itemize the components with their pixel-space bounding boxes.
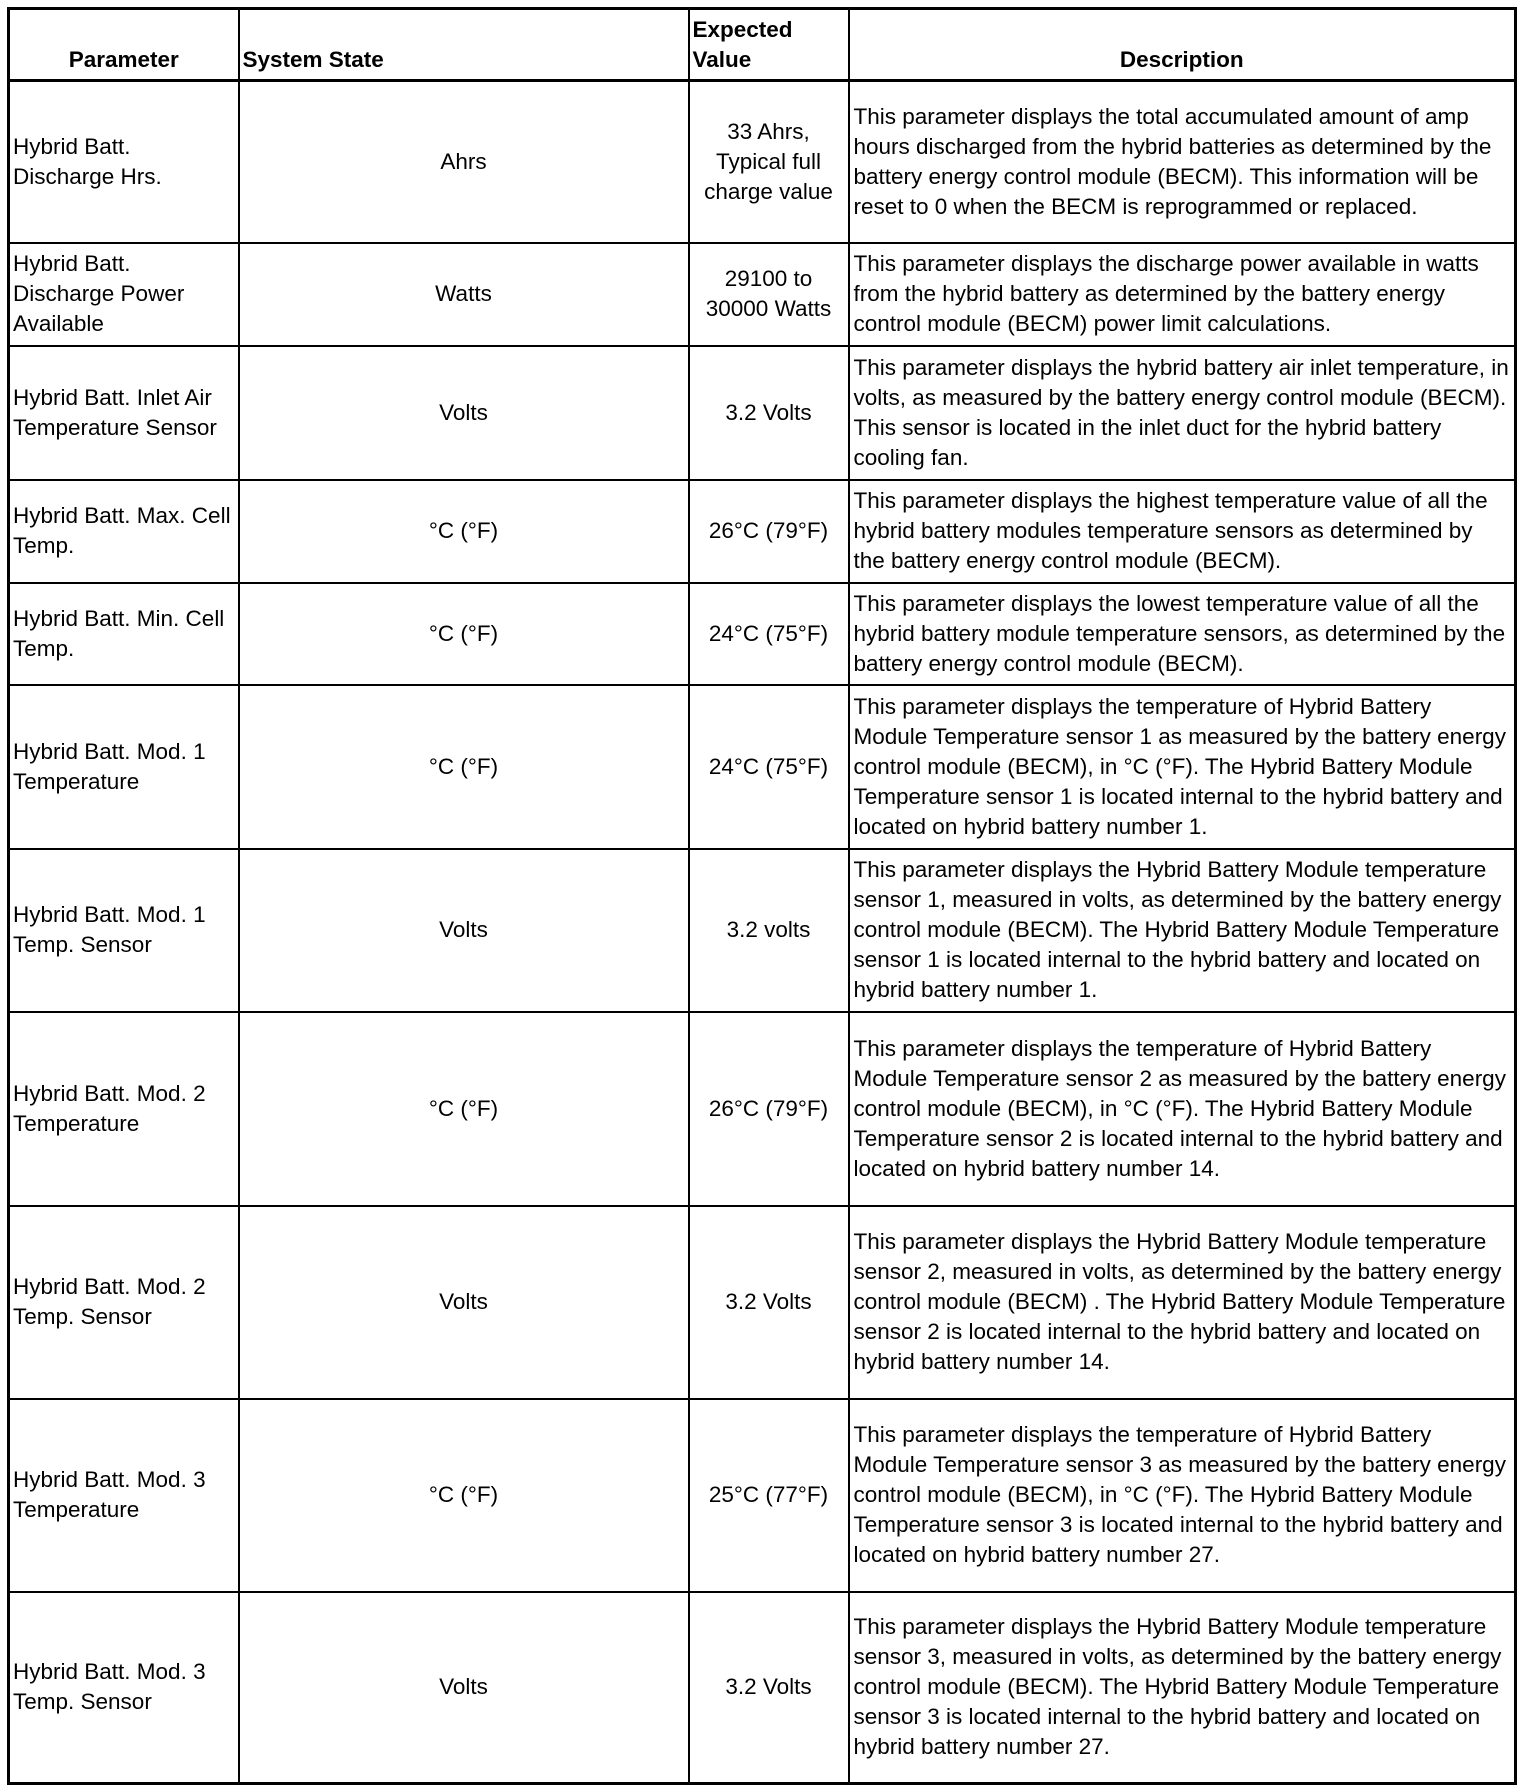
expected-value-cell: 3.2 Volts [689,1592,849,1784]
expected-value-cell: 26°C (79°F) [689,1012,849,1206]
expected-value-cell: 24°C (75°F) [689,583,849,685]
parameter-cell: Hybrid Batt. Inlet Air Temperature Sensor [9,346,239,480]
system-state-cell: Ahrs [239,81,689,243]
system-state-cell: °C (°F) [239,1399,689,1592]
expected-value-cell: 25°C (77°F) [689,1399,849,1592]
table-row [9,849,1516,1012]
description-cell: This parameter displays the Hybrid Battery Module temperature sensor 2, measured in volts, as determined by the battery energy control module (BECM) . The Hybrid Battery Module Temperature sensor 2 is located internal to the hybrid battery and located on hybrid battery number 14. [849,1206,1516,1399]
expected-value-cell: 3.2 Volts [689,346,849,480]
description-cell: This parameter displays the hybrid battery air inlet temperature, in volts, as measured by the battery energy control module (BECM). This sensor is located in the inlet duct for the hybrid battery cooling fan. [849,346,1516,480]
parameter-cell: Hybrid Batt. Max. Cell Temp. [9,480,239,583]
header-row [9,9,1516,81]
table-row [9,1399,1516,1592]
table-row [9,1206,1516,1399]
system-state-cell: Volts [239,1592,689,1784]
parameter-cell: Hybrid Batt. Mod. 2 Temperature [9,1012,239,1206]
table-row [9,1012,1516,1206]
header-parameter: Parameter [9,9,239,81]
table-row [9,1592,1516,1784]
table-row [9,81,1516,243]
parameter-cell: Hybrid Batt. Mod. 3 Temp. Sensor [9,1592,239,1784]
expected-value-cell: 26°C (79°F) [689,480,849,583]
parameter-table [7,7,1517,1785]
description-cell: This parameter displays the total accumulated amount of amp hours discharged from the hybrid batteries as determined by the battery energy control module (BECM). This information will be reset to 0 when the BECM is reprogrammed or replaced. [849,81,1516,243]
table-row [9,583,1516,685]
table-row [9,346,1516,480]
expected-value-cell: 24°C (75°F) [689,685,849,849]
expected-value-cell: 29100 to 30000 Watts [689,243,849,346]
header-expected-value: Expected Value [689,9,849,81]
table-row [9,685,1516,849]
description-cell: This parameter displays the temperature of Hybrid Battery Module Temperature sensor 3 as measured by the battery energy control module (BECM), in °C (°F). The Hybrid Battery Module Temperature sensor 3 is located internal to the hybrid battery and located on hybrid battery number 27. [849,1399,1516,1592]
parameter-cell: Hybrid Batt. Mod. 1 Temperature [9,685,239,849]
parameter-cell: Hybrid Batt. Discharge Power Available [9,243,239,346]
expected-value-cell: 3.2 volts [689,849,849,1012]
parameter-cell: Hybrid Batt. Mod. 3 Temperature [9,1399,239,1592]
system-state-cell: Volts [239,1206,689,1399]
description-cell: This parameter displays the Hybrid Battery Module temperature sensor 3, measured in volts, as determined by the battery energy control module (BECM). The Hybrid Battery Module Temperature sensor 3 is located internal to the hybrid battery and located on hybrid battery number 27. [849,1592,1516,1784]
description-cell: This parameter displays the highest temperature value of all the hybrid battery modules temperature sensors as determined by the battery energy control module (BECM). [849,480,1516,583]
expected-value-cell: 3.2 Volts [689,1206,849,1399]
parameter-cell: Hybrid Batt. Min. Cell Temp. [9,583,239,685]
system-state-cell: °C (°F) [239,1012,689,1206]
header-system-state: System State [239,9,689,81]
description-cell: This parameter displays the Hybrid Battery Module temperature sensor 1, measured in volts, as determined by the battery energy control module (BECM). The Hybrid Battery Module Temperature sensor 1 is located internal to the hybrid battery and located on hybrid battery number 1. [849,849,1516,1012]
system-state-cell: Watts [239,243,689,346]
description-cell: This parameter displays the temperature of Hybrid Battery Module Temperature sensor 1 as measured by the battery energy control module (BECM), in °C (°F). The Hybrid Battery Module Temperature sensor 1 is located internal to the hybrid battery and located on hybrid battery number 1. [849,685,1516,849]
header-description: Description [849,9,1516,81]
description-cell: This parameter displays the lowest temperature value of all the hybrid battery module temperature sensors, as determined by the battery energy control module (BECM). [849,583,1516,685]
description-cell: This parameter displays the temperature of Hybrid Battery Module Temperature sensor 2 as measured by the battery energy control module (BECM), in °C (°F). The Hybrid Battery Module Temperature sensor 2 is located internal to the hybrid battery and located on hybrid battery number 14. [849,1012,1516,1206]
description-cell: This parameter displays the discharge power available in watts from the hybrid battery as determined by the battery energy control module (BECM) power limit calculations. [849,243,1516,346]
system-state-cell: Volts [239,849,689,1012]
parameter-cell: Hybrid Batt. Discharge Hrs. [9,81,239,243]
system-state-cell: Volts [239,346,689,480]
parameter-cell: Hybrid Batt. Mod. 2 Temp. Sensor [9,1206,239,1399]
parameter-cell: Hybrid Batt. Mod. 1 Temp. Sensor [9,849,239,1012]
system-state-cell: °C (°F) [239,583,689,685]
expected-value-cell: 33 Ahrs, Typical full charge value [689,81,849,243]
system-state-cell: °C (°F) [239,685,689,849]
system-state-cell: °C (°F) [239,480,689,583]
table-row [9,480,1516,583]
table-row [9,243,1516,346]
